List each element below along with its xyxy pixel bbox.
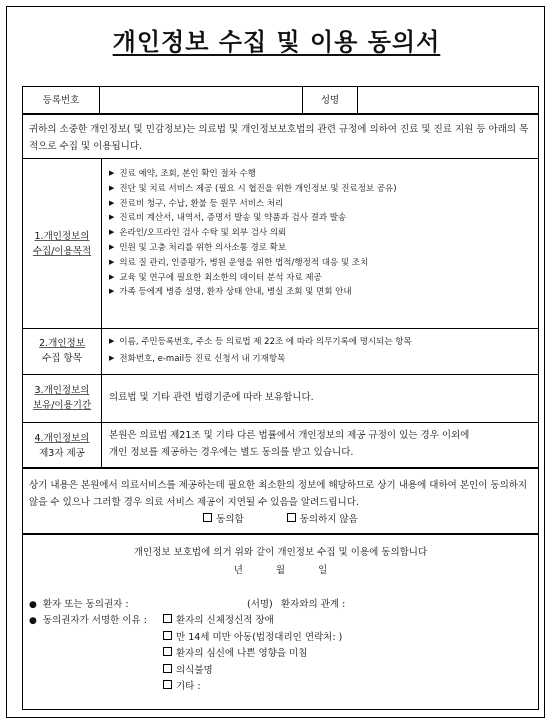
bullet-icon: ● [29, 600, 37, 610]
header-row [22, 86, 539, 114]
signer-row [29, 597, 534, 613]
intro-text: 귀하의 소중한 개인정보( 및 민감정보)는 의료법 및 개인정보보호법의 관련 규정에 의하여 진료 및 진료 지원 등 아래의 목적으로 수집 및 이용됩니다. [29, 124, 529, 152]
registration-number-label: 등록번호 [42, 94, 80, 106]
list-item: ▶ 민원 및 고충 처리를 위한 의사소통 경로 확보 [109, 242, 287, 253]
reason-item[interactable]: 환자의 신체정신적 장애 [163, 613, 533, 630]
list-item: ▶ 진료 예약, 조회, 본인 확인 절차 수행 [109, 169, 256, 179]
reason-checkbox[interactable] [163, 631, 172, 640]
reason-item[interactable]: 의식불명 [163, 663, 533, 680]
disagree-checkbox[interactable] [287, 513, 296, 522]
list-item: ▶ 온라인/오프라인 검사 수탁 및 외부 검사 의뢰 [109, 228, 287, 239]
reason-item[interactable]: 환자의 심신에 나쁜 영향을 미침 [163, 646, 533, 663]
reason-label: 동의권자가 서명한 이유 : [42, 615, 147, 626]
agree-checkbox[interactable] [203, 513, 212, 522]
sign-mark[interactable]: (서명) [247, 599, 273, 610]
agree-options [23, 512, 538, 530]
list-item: ▶ 이름, 주민등록번호, 주소 등 의료법 제 22조 에 따라 의무기록에 명시되는 항목 [109, 337, 412, 347]
notice-text: 상기 내용은 본원에서 의료서비스를 제공하는데 필요한 최소한의 정보에 해당하므로 상기 내용에 대하여 본인이 동의하지 않을 수 있으나 그러할 경우 의료 서비스 제공이 지연될 수 있음을 알려드립니다. [29, 480, 528, 508]
list-item: ▶ 진단 및 치료 서비스 제공 (필요 시 협진을 위한 개인정보 및 진료정보 공유) [109, 183, 397, 194]
section-third-party-label: 4.개인정보의 제3자 제공 [34, 432, 90, 459]
consent-statement: 개인정보 보호법에 의거 위와 같이 개인정보 수집 및 이용에 동의합니다 [133, 547, 428, 558]
third-party-text: 본원은 의료법 제21조 및 기타 다른 법률에서 개인정보의 제공 규정이 있는 경우 이외에 개인 정보를 제공하는 경우에는 별도 동의를 받고 있습니다. [109, 430, 470, 458]
reason-checkbox[interactable] [163, 664, 172, 673]
items-list [109, 334, 534, 370]
consent-table [22, 114, 539, 468]
list-item: ▶ 진료비 계산서, 내역서, 증명서 발송 및 약품과 검사 결과 발송 [109, 213, 347, 224]
reason-item[interactable]: 기타 : [163, 679, 533, 696]
name-field[interactable] [358, 87, 538, 113]
reason-checkbox[interactable] [163, 680, 172, 689]
agree-option[interactable]: 동의함 [203, 514, 247, 525]
signer-label: 환자 또는 동의권자 : [42, 599, 129, 610]
list-item: ▶ 진료비 청구, 수납, 환불 등 원무 서비스 처리 [109, 198, 284, 209]
reason-list [163, 613, 533, 709]
reason-checkbox[interactable] [163, 647, 172, 656]
reason-item[interactable]: 만 14세 미만 아동(법정대리인 연락처: ) [163, 630, 533, 647]
list-item: ▶ 의료 질 관리, 인증평가, 병원 운영을 위한 법적/행정적 대응 및 조치 [109, 257, 369, 268]
consent-section [22, 534, 539, 710]
notice-section [22, 468, 539, 534]
purpose-list [109, 167, 534, 327]
reason-checkbox[interactable] [163, 614, 172, 623]
bullet-icon: ● [29, 616, 37, 626]
retention-text: 의료법 및 기타 관련 법령기준에 따라 보유합니다. [109, 392, 314, 403]
section-retention-label: 3.개인정보의 보유/이용기간 [32, 385, 92, 411]
name-label: 성명 [320, 94, 340, 106]
list-item: ▶ 가족 등에게 병증 설명, 환자 상태 안내, 병실 조회 및 면회 안내 [109, 287, 352, 298]
relation-label: 환자와의 관계 : [281, 599, 346, 610]
list-item: ▶ 전화번호, e-mail등 진료 신청서 내 기재항목 [109, 354, 286, 364]
section-items-label: 2.개인정보 수집 항목 [39, 338, 85, 364]
page-title: 개인정보 수집 및 이용 동의서 [112, 28, 441, 56]
consent-date: 년 월 일 [233, 565, 328, 576]
disagree-option[interactable]: 동의하지 않음 [287, 514, 358, 525]
registration-number-field[interactable] [100, 87, 302, 113]
list-item: ▶ 교육 및 연구에 필요한 최소한의 데이터 분석 자료 제공 [109, 272, 322, 283]
section-purpose-label: 1.개인정보의 수집/이용목적 [32, 230, 92, 257]
